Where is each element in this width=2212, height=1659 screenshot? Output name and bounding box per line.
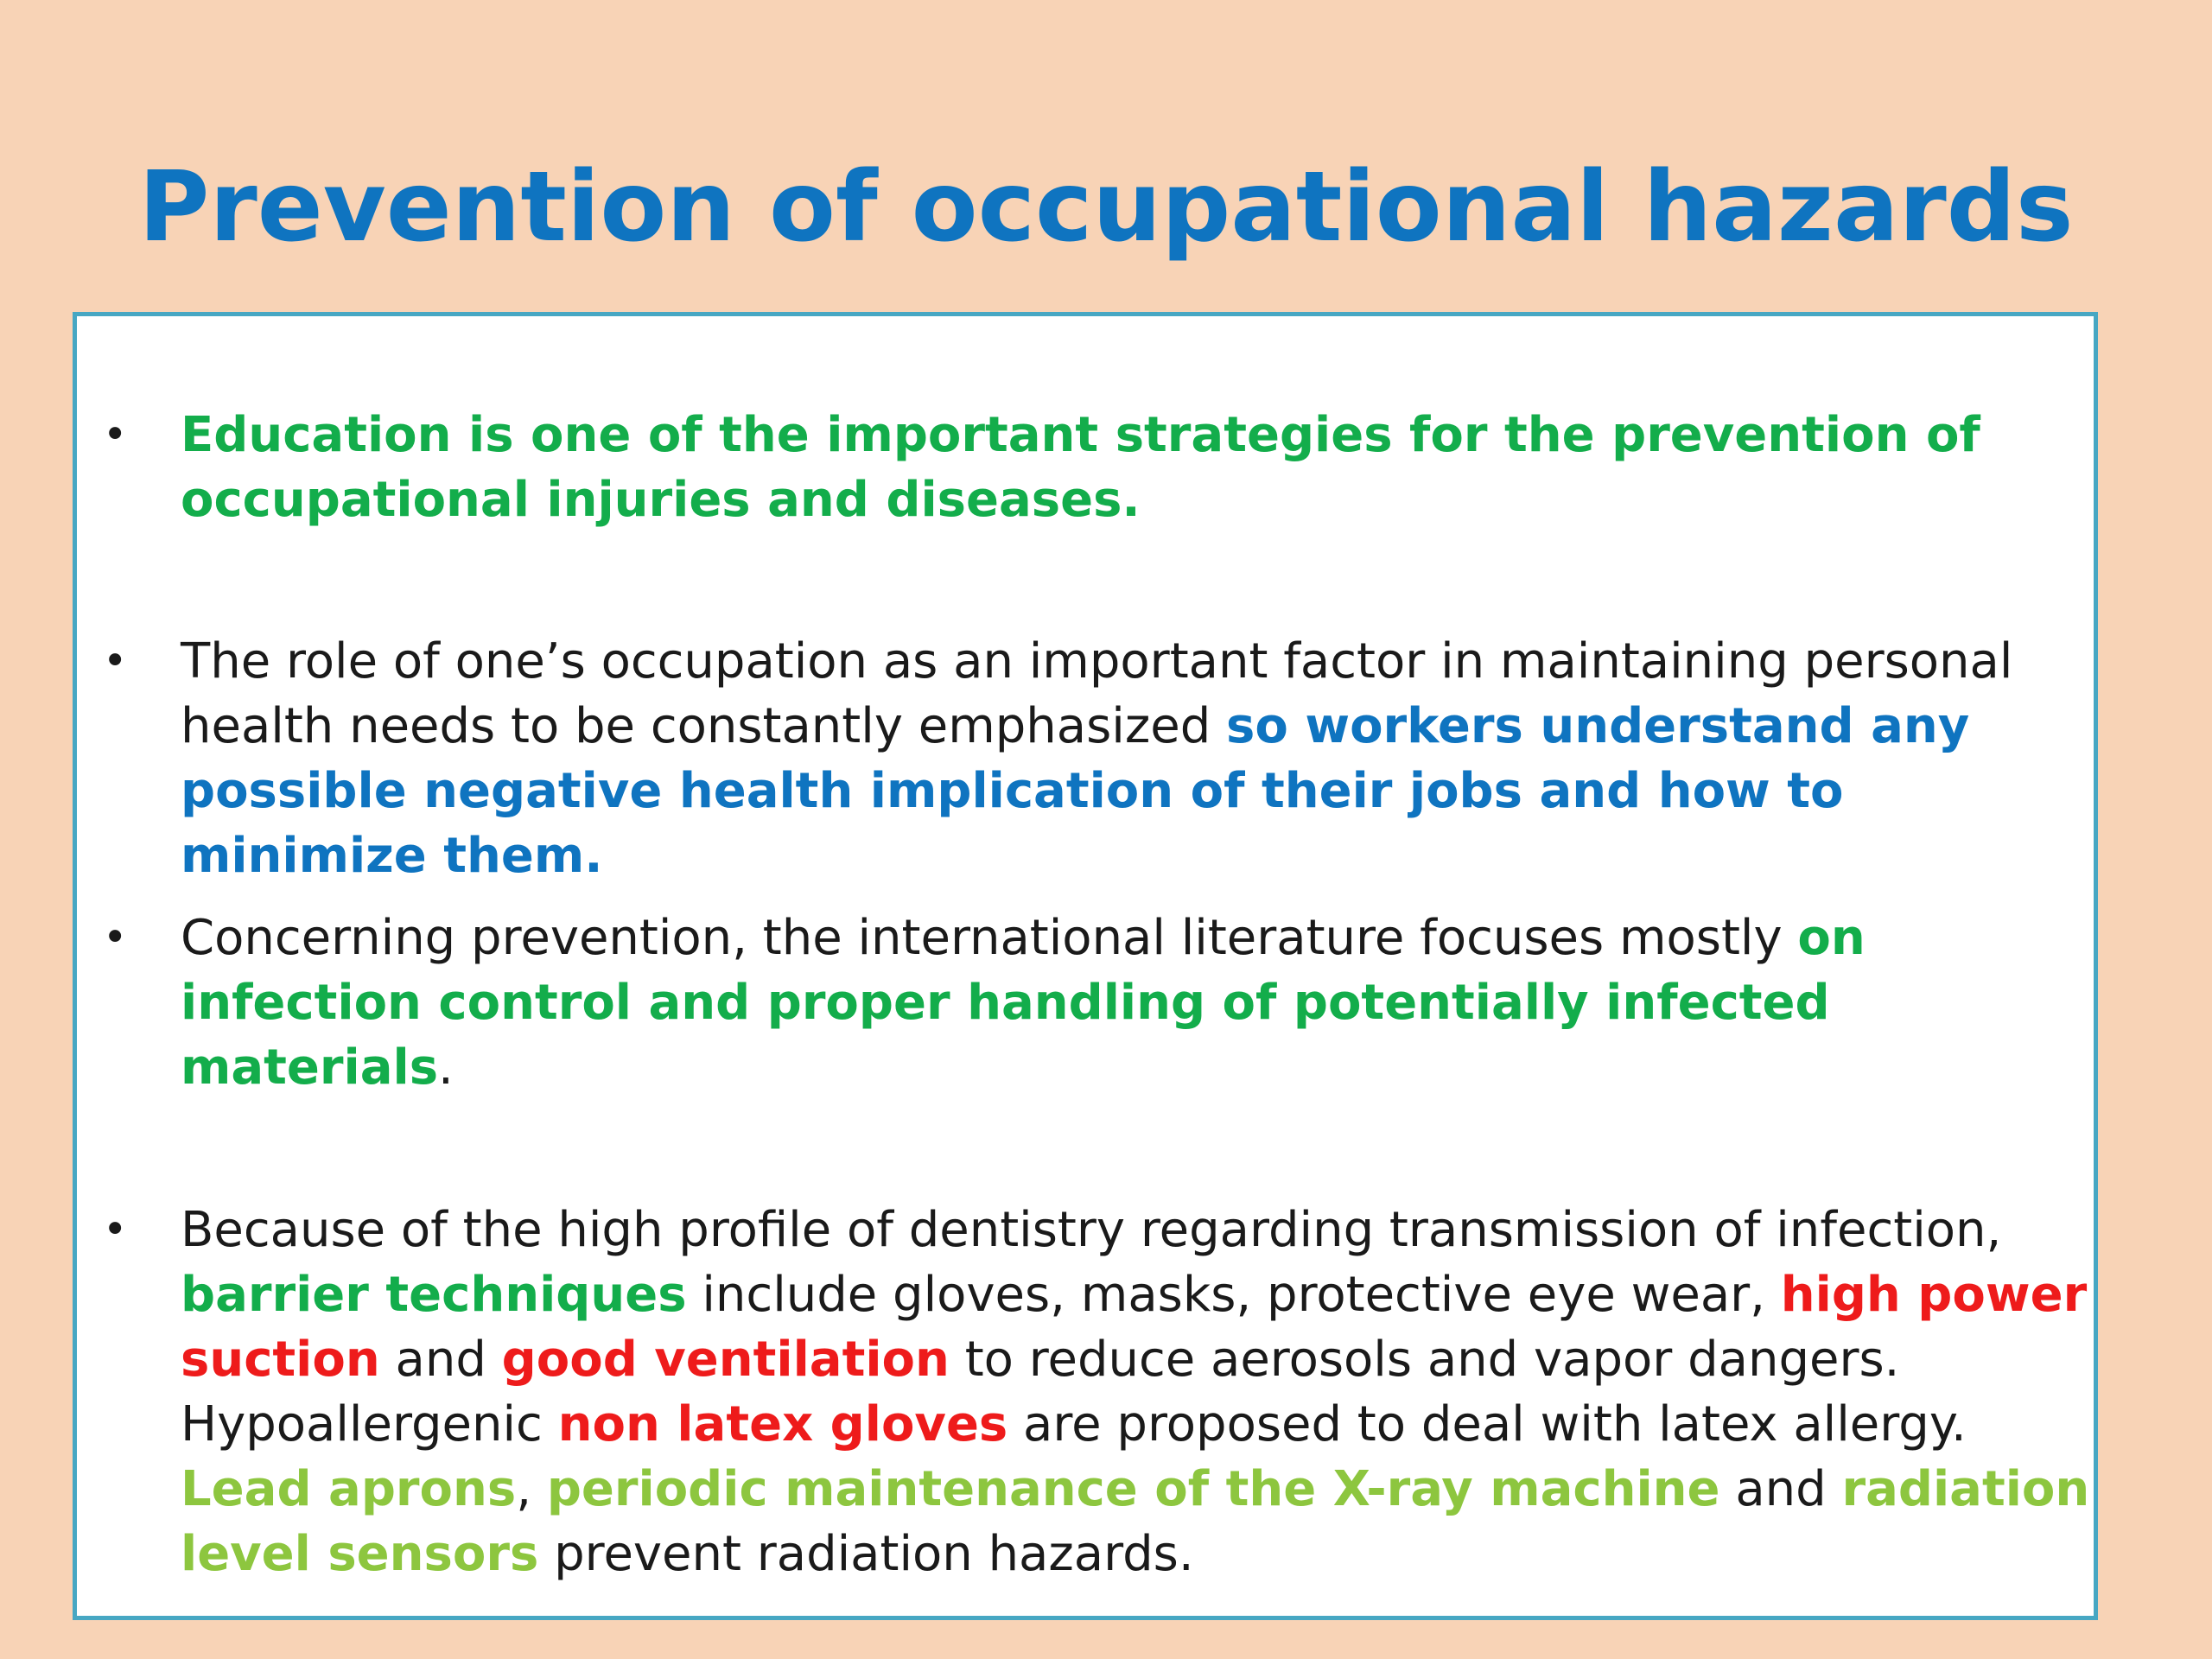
slide-title: Prevention of occupational hazards [138, 151, 2074, 264]
bullet-infection-control [103, 906, 2099, 1100]
bullet-occupation-role [103, 629, 2099, 888]
bullet-text: are proposed to deal with latex allergy. [1007, 1396, 1967, 1452]
bullet-text: . [438, 1039, 454, 1096]
bullet-highlight: high power suction [181, 1267, 2088, 1388]
bullet-marker: • [103, 913, 128, 962]
bullet-marker: • [103, 637, 128, 685]
bullet-text: Because of the high profile of dentistry regarding transmission of infection, [181, 1202, 2002, 1258]
bullet-text: and [379, 1332, 502, 1388]
bullet-barrier-techniques [103, 1198, 2099, 1586]
bullet-highlight: non latex gloves [557, 1396, 1008, 1452]
bullet-text: The role of one’s occupation as an important factor in maintaining personal health needs to be constantly emphasized [181, 633, 2013, 754]
bullet-text: Education is one of the important strategies for the prevention of occupational injuries and diseases. [181, 407, 1980, 528]
bullet-highlight: on infection control and proper handling of potentially infected materials [181, 910, 1866, 1096]
bullet-text: , [516, 1461, 547, 1517]
bullet-text: and [1719, 1461, 1842, 1517]
bullet-text: prevent radiation hazards. [538, 1526, 1194, 1582]
bullet-education [103, 403, 2099, 532]
bullet-highlight: good ventilation [501, 1332, 950, 1388]
content-box [73, 312, 2098, 1620]
bullet-text: to reduce aerosols and vapor dangers. Hypoallergenic [181, 1332, 1900, 1452]
bullet-highlight: so workers understand any possible negative health implication of their jobs and how to minimize them. [181, 698, 1970, 884]
bullet-highlight: radiation level sensors [181, 1461, 2090, 1582]
bullet-highlight: Lead aprons [181, 1461, 517, 1517]
bullet-highlight: periodic maintenance of the X-ray machine [546, 1461, 1720, 1517]
bullet-text: Concerning prevention, the international literature focuses mostly [181, 910, 1798, 966]
bullet-marker: • [103, 410, 128, 459]
bullet-text: include gloves, masks, protective eye wear, [686, 1267, 1781, 1323]
bullet-highlight: barrier techniques [181, 1267, 687, 1323]
bullet-marker: • [103, 1205, 128, 1254]
